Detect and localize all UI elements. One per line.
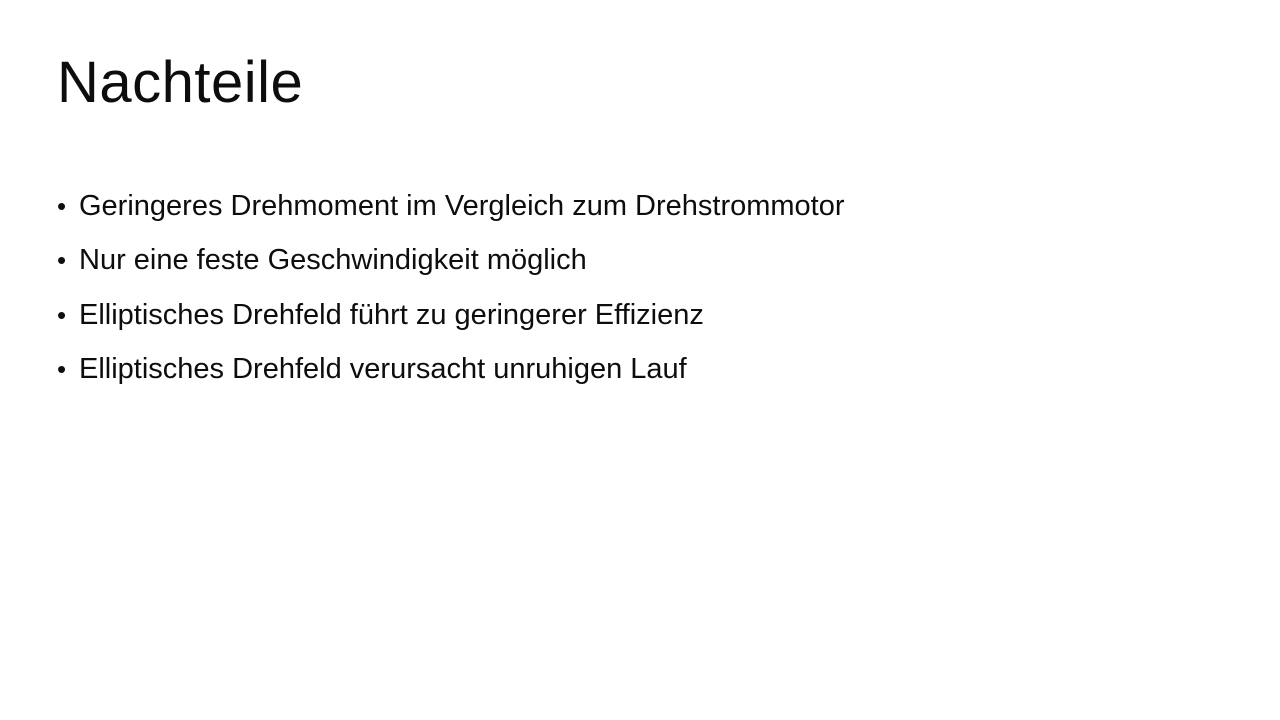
list-item xyxy=(57,342,845,396)
list-item xyxy=(57,179,845,233)
bullet-text: Geringeres Drehmoment im Vergleich zum Drehstrommotor xyxy=(79,190,845,222)
bullet-text: Elliptisches Drehfeld verursacht unruhigen Lauf xyxy=(79,353,687,386)
bullet-text: Elliptisches Drehfeld führt zu geringerer Effizienz xyxy=(79,298,704,331)
bullet-icon: • xyxy=(57,354,67,385)
bullet-text: Nur eine feste Geschwindigkeit möglich xyxy=(79,244,587,277)
slide-title: Nachteile xyxy=(57,50,304,115)
bullet-list xyxy=(57,179,845,397)
list-item xyxy=(57,288,845,342)
list-item xyxy=(57,233,845,287)
bullet-icon: • xyxy=(57,245,67,276)
bullet-icon: • xyxy=(57,191,67,221)
bullet-icon: • xyxy=(57,299,67,330)
